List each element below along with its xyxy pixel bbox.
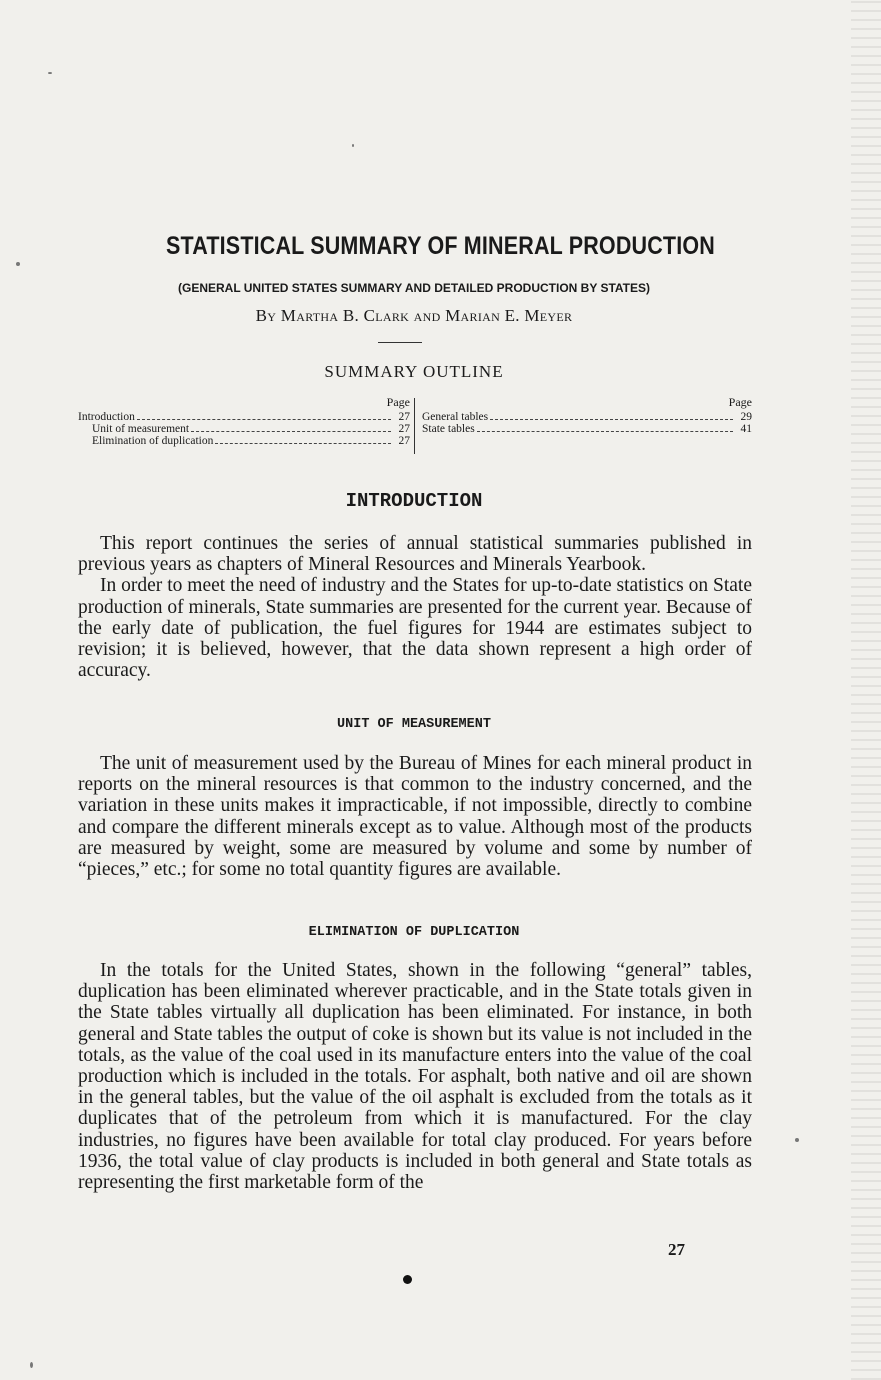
toc-leader — [137, 419, 391, 420]
toc-entry-page: 41 — [740, 423, 752, 435]
toc-entry-page: 27 — [398, 423, 410, 435]
toc-entry[interactable] — [422, 411, 752, 423]
toc-entry[interactable] — [78, 423, 410, 435]
scan-speck — [16, 262, 20, 266]
summary-outline-right — [422, 396, 752, 435]
toc-entry[interactable] — [78, 411, 410, 423]
toc-entry[interactable] — [422, 423, 752, 435]
toc-leader — [215, 443, 391, 444]
introduction-heading: INTRODUCTION — [345, 490, 483, 512]
paragraph: In the totals for the United States, shown in the following “general” tables, duplication has been eliminated wherever practicable, and in the State totals given in the State tables virtually all duplication has been eliminated. For instance, in both general and State tables the output of coke is shown but its value is not included in the totals, as the value of the coal used in its manufacture enters into the value of the coal production which is included in the totals. For asphalt, both native and oil are shown in the general tables, but the value of the oil asphalt is excluded from the totals as it duplicates that of the petroleum from which it is manufactured. For the clay industries, no figures have been available for total clay produced. For years before 1936, the total value of clay products is included in both general and State totals as representing the first marketable form of the — [78, 960, 752, 1194]
toc-entry-page: 29 — [740, 411, 752, 423]
toc-entry-label: Introduction — [78, 411, 135, 423]
introduction-body — [78, 533, 752, 681]
toc-entry-page: 27 — [398, 411, 410, 423]
scan-speck — [48, 72, 52, 74]
paragraph: This report continues the series of annual statistical summaries published in previous years as chapters of Mineral Resources and Minerals Yearbook. — [78, 533, 752, 576]
toc-page-label: Page — [728, 395, 752, 409]
summary-outline-left — [78, 396, 410, 447]
toc-leader — [490, 419, 733, 420]
scan-speck — [352, 144, 354, 147]
elimination-of-duplication-body — [78, 960, 752, 1193]
elimination-of-duplication-heading: ELIMINATION OF DUPLICATION — [308, 925, 520, 940]
toc-entry-label: Elimination of duplication — [92, 435, 214, 447]
toc-entry-label: State tables — [422, 423, 475, 435]
toc-page-label: Page — [386, 395, 410, 409]
toc-entry[interactable] — [78, 435, 410, 447]
page-number: 27 — [668, 1240, 685, 1259]
toc-leader — [191, 431, 391, 432]
summary-outline-heading: SUMMARY OUTLINE — [324, 362, 504, 381]
byline-divider — [378, 342, 422, 343]
author-byline: By Martha B. Clark and Marian E. Meyer — [255, 306, 573, 325]
toc-entry-label: Unit of measurement — [92, 423, 190, 435]
toc-column-divider — [414, 398, 415, 454]
ink-blot — [403, 1275, 412, 1284]
page-subtitle: (GENERAL UNITED STATES SUMMARY AND DETAILED PRODUCTION BY STATES) — [177, 281, 650, 295]
unit-of-measurement-heading: UNIT OF MEASUREMENT — [337, 717, 491, 732]
scan-speck — [30, 1362, 33, 1368]
toc-leader — [477, 431, 733, 432]
toc-entry-label: General tables — [422, 411, 489, 423]
paragraph: In order to meet the need of industry and the States for up-to-date statistics on State production of minerals, State summaries are presented for the current year. Because of the early date of publication, the fuel figures for 1944 are estimates subject to revision; it is believed, however, that the data shown represent a high order of accuracy. — [78, 575, 752, 682]
scan-speck — [795, 1138, 799, 1142]
page-title: STATISTICAL SUMMARY OF MINERAL PRODUCTION — [166, 232, 715, 260]
paragraph: The unit of measurement used by the Bureau of Mines for each mineral product in reports on the mineral resources is that common to the industry concerned, and the variation in these units makes it impracticable, if not impossible, directly to combine and compare the different minerals except as to value. Although most of the products are measured by weight, some are measured by volume and some by number of “pieces,” etc.; for some no total quantity figures are available. — [78, 753, 752, 881]
scan-edge-noise — [851, 0, 881, 1380]
unit-of-measurement-body — [78, 753, 752, 880]
toc-entry-page: 27 — [398, 435, 410, 447]
